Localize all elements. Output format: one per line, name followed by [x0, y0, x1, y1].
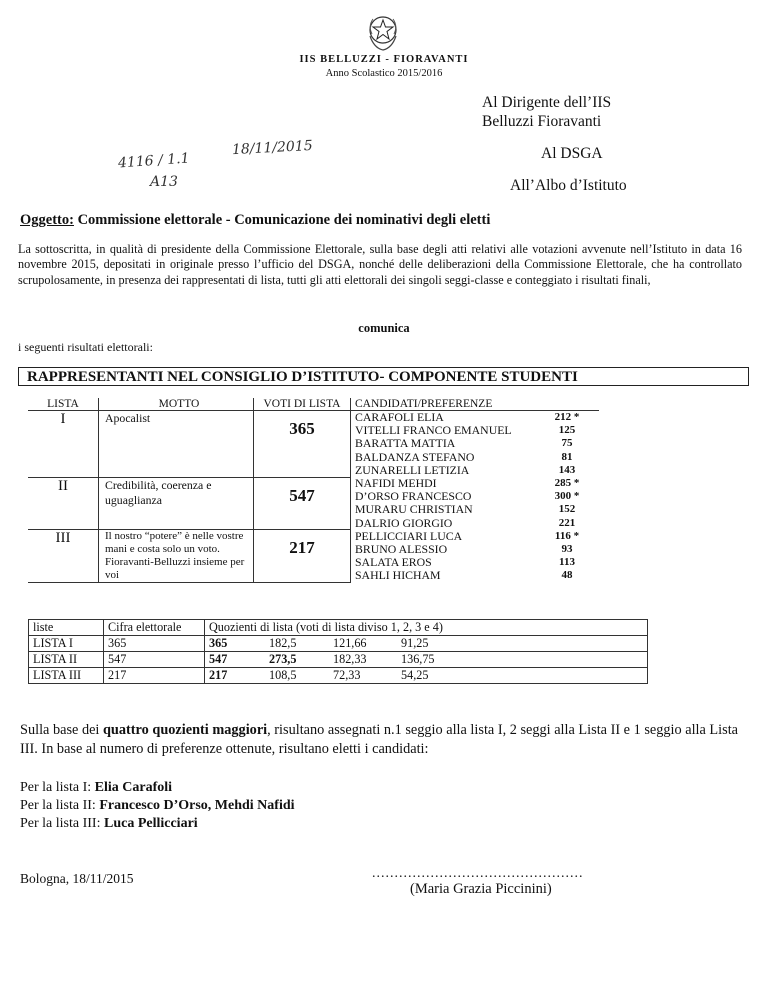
- quotient-1: 365: [209, 636, 228, 650]
- quotient-3: 72,33: [333, 668, 361, 682]
- list-motto: Il nostro “potere” è nelle vostre mani e costa solo un voto. Fioravanti-Belluzzi insieme per voi: [99, 530, 254, 583]
- elected-line: [20, 780, 172, 796]
- handwritten-date: 18/11/2015: [231, 137, 314, 159]
- candidate-name: BRUNO ALESSIO: [355, 542, 448, 557]
- candidate-pref: 143: [558, 463, 576, 476]
- candidate-pref: 81: [561, 450, 573, 463]
- candidate-pref: 221: [558, 516, 576, 529]
- handwritten-code: A13: [150, 174, 178, 190]
- table-row: [29, 652, 648, 668]
- quotient-2: 273,5: [269, 652, 297, 666]
- elected-names: Luca Pellicciari: [103, 816, 198, 831]
- elected-label: Per la lista II:: [20, 798, 100, 813]
- candidate-names: [351, 411, 536, 478]
- elected-names: Elia Carafoli: [94, 780, 173, 795]
- table-header-row: [29, 620, 648, 636]
- elected-line: [20, 798, 295, 814]
- list-row: [28, 411, 599, 478]
- candidate-prefs: [535, 530, 599, 583]
- candidate-pref: 48: [561, 569, 573, 582]
- candidate-pref: 285 *: [554, 477, 580, 490]
- header-motto: MOTTO: [99, 398, 254, 411]
- candidate-name: PELLICCIARI LUCA: [355, 528, 463, 543]
- header-cifra: Cifra elettorale: [104, 620, 205, 636]
- result-pre: Sulla base dei: [20, 722, 103, 738]
- result-paragraph: [20, 721, 750, 759]
- quotient-1: 547: [209, 652, 228, 666]
- list-row: [28, 530, 599, 583]
- list-motto: Credibilità, coerenza e uguaglianza: [99, 477, 254, 530]
- candidates-table: [28, 398, 599, 583]
- candidate-names: [351, 477, 536, 530]
- quotient-4: 91,25: [401, 636, 429, 650]
- row-lista: LISTA II: [29, 652, 104, 668]
- recipient-director-line1: Al Dirigente dell’IIS: [482, 94, 612, 111]
- row-quotients: [205, 652, 648, 668]
- republic-emblem-icon: [364, 10, 402, 54]
- subject-label: Oggetto:: [20, 212, 74, 228]
- school-name: IIS BELLUZZI - FIORAVANTI: [299, 54, 469, 65]
- result-bold: quattro quozienti maggiori: [102, 722, 268, 738]
- row-lista: LISTA I: [29, 636, 104, 652]
- candidate-name: MURARU CHRISTIAN: [355, 502, 473, 517]
- comunica-heading: comunica: [358, 321, 410, 335]
- subject-text: Commissione elettorale - Comunicazione dei nominativi degli eletti: [73, 212, 491, 228]
- elected-label: Per la lista III:: [20, 816, 104, 831]
- candidate-pref: 75: [561, 437, 573, 450]
- signature-name: (Maria Grazia Piccinini): [410, 881, 552, 897]
- row-cifra: 365: [104, 636, 205, 652]
- candidate-pref: 212 *: [554, 411, 580, 423]
- candidate-names: [351, 530, 536, 583]
- candidate-pref: 113: [559, 556, 575, 569]
- row-cifra: 217: [104, 668, 205, 684]
- quotient-4: 136,75: [401, 652, 435, 666]
- candidate-prefs: [535, 477, 599, 530]
- list-row: [28, 477, 599, 530]
- recipient-albo: All’Albo d’Istituto: [510, 177, 627, 194]
- candidate-name: D’ORSO FRANCESCO: [355, 489, 472, 504]
- list-votes: 217: [254, 530, 351, 583]
- quotients-table: [28, 619, 648, 684]
- quotient-2: 182,5: [269, 636, 297, 650]
- candidate-name: NAFIDI MEHDI: [355, 476, 437, 491]
- list-number: I: [28, 411, 99, 478]
- candidate-name: CARAFOLI ELIA: [355, 410, 444, 424]
- row-cifra: 547: [104, 652, 205, 668]
- quotient-3: 182,33: [333, 652, 367, 666]
- quotient-1: 217: [209, 668, 228, 682]
- candidate-name: SAHLI HICHAM: [355, 568, 441, 583]
- school-year: Anno Scolastico 2015/2016: [325, 68, 443, 79]
- quotient-3: 121,66: [333, 636, 367, 650]
- list-votes: 365: [254, 411, 351, 478]
- candidate-name: SALATA EROS: [355, 555, 432, 570]
- list-votes: 547: [254, 477, 351, 530]
- handwritten-protocol: 4116 / 1.1: [117, 150, 190, 172]
- quotient-4: 54,25: [401, 668, 429, 682]
- header-lista: LISTA: [28, 398, 99, 411]
- candidate-pref: 125: [558, 424, 576, 437]
- candidate-name: VITELLI FRANCO EMANUEL: [355, 423, 512, 438]
- recipient-director-line2: Belluzzi Fioravanti: [482, 113, 602, 130]
- header-candidati: CANDIDATI/PREFERENZE: [351, 398, 600, 411]
- list-number: III: [28, 530, 99, 583]
- list-motto: Apocalist: [99, 411, 254, 478]
- elected-label: Per la lista I:: [20, 780, 95, 795]
- table-row: [29, 668, 648, 684]
- section-title: RAPPRESENTANTI NEL CONSIGLIO D’ISTITUTO- COMPONENTE STUDENTI: [18, 367, 749, 386]
- candidate-pref: 116 *: [554, 529, 580, 542]
- row-quotients: [205, 636, 648, 652]
- candidate-name: DALRIO GIORGIO: [355, 515, 453, 530]
- signature-line: ...............................................: [372, 866, 584, 881]
- header-voti: VOTI DI LISTA: [254, 398, 351, 411]
- elected-names: Francesco D’Orso, Mehdi Nafidi: [99, 798, 295, 813]
- candidate-prefs: [535, 411, 599, 478]
- place-date: Bologna, 18/11/2015: [20, 871, 134, 886]
- table-header-row: [28, 398, 599, 411]
- header-quozienti: Quozienti di lista (voti di lista diviso 1, 2, 3 e 4): [205, 620, 648, 636]
- list-number: II: [28, 477, 99, 530]
- result-post: , risultano assegnati n.1 seggio alla lista I, 2 seggi alla Lista II e 1 seggio alla Lista III. In base al numero di preferenze ottenute, risultano eletti i candidati:: [20, 722, 739, 757]
- quotient-2: 108,5: [269, 668, 297, 682]
- candidate-pref: 300 *: [554, 490, 580, 503]
- candidate-pref: 93: [561, 543, 573, 556]
- subject-line: [20, 212, 490, 229]
- row-lista: LISTA III: [29, 668, 104, 684]
- candidate-pref: 152: [558, 503, 576, 516]
- row-quotients: [205, 668, 648, 684]
- table-row: [29, 636, 648, 652]
- recipient-dsga: Al DSGA: [541, 145, 603, 162]
- results-intro: i seguenti risultati elettorali:: [18, 340, 153, 354]
- candidate-name: BARATTA MATTIA: [355, 436, 456, 451]
- intro-paragraph: La sottoscritta, in qualità di presidente della Commissione Elettorale, sulla base degli atti relativi alle votazioni avvenute nell’Istituto in data 16 novembre 2015, depositati in originale presso l’ufficio del DSGA, nonché delle deliberazioni della Commissione Elettorale, che ha controllato scrupolosamente, in presenza dei rappresentati di lista, tutti gli atti elettorali dei singoli seggi-classe e conteggiato i risultati finali,: [18, 242, 742, 287]
- header-liste: liste: [29, 620, 104, 636]
- candidate-name: BALDANZA STEFANO: [355, 449, 475, 464]
- candidate-name: ZUNARELLI LETIZIA: [355, 462, 470, 477]
- elected-line: [20, 816, 198, 832]
